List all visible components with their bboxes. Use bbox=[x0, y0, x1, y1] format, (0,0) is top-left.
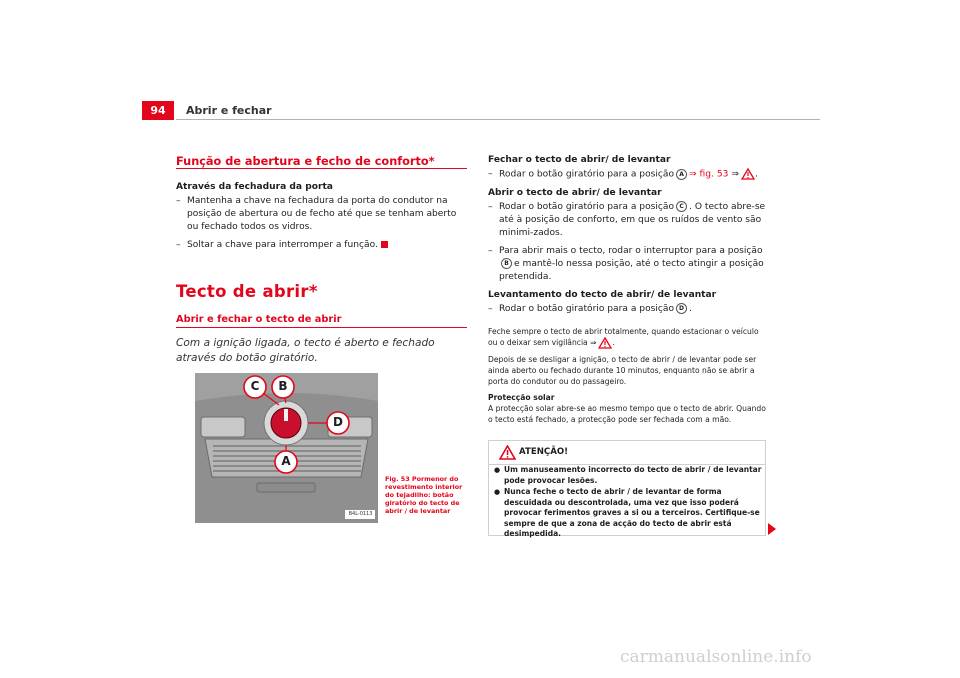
sub-title: Abrir e fechar o tecto de abrir bbox=[176, 314, 342, 325]
warning-triangle-icon bbox=[598, 337, 612, 349]
figure-caption: Fig. 53 Pormenor do revestimento interior do tejadilho: botão giratório do tecto de abrir / de levantar bbox=[385, 475, 463, 515]
lift-heading: Levantamento do tecto de abrir/ de levantar bbox=[488, 289, 717, 300]
open-step-1 bbox=[488, 201, 768, 240]
step-release-key bbox=[176, 239, 468, 252]
open-step-2-post: e mantê-lo nessa posição, até o tecto atingir a posição pretendida. bbox=[499, 258, 764, 282]
figure-sunroof-knob bbox=[195, 373, 378, 523]
note-close-roof-text: Feche sempre o tecto de abrir totalmente, quando estacionar o veículo ou o deixar sem vigilância ⇒ bbox=[488, 326, 759, 347]
figure-label-c: C bbox=[250, 379, 260, 393]
intro-text: Com a ignição ligada, o tecto é aberto e fechado através do botão giratório. bbox=[176, 337, 435, 364]
lift-step-text: Rodar o botão giratório para a posição bbox=[499, 303, 675, 314]
warning-item: ● Nunca feche o tecto de abrir / de levantar de forma descuidada ou descontrolada, uma vez que isso poderá provocar ferimentos graves a si ou a terceiros. Certifique-se sempre de que a zona de acção do tecto de abrir está desimpedida. bbox=[494, 487, 762, 540]
key-badge-d: D bbox=[676, 303, 687, 314]
note-ignition: Depois de se desligar a ignição, o tecto de abrir / de levantar pode ser ainda aberto ou fechado durante 10 minutos, enquanto não se abrir a porta do condutor ou do passageiro. bbox=[488, 354, 757, 386]
end-of-section-mark bbox=[381, 241, 388, 248]
figure-reference-link[interactable]: ⇒ fig. 53 bbox=[689, 169, 729, 180]
main-title: Tecto de abrir* bbox=[176, 282, 318, 301]
sub-title-rule bbox=[176, 327, 467, 328]
open-step-2-text: Para abrir mais o tecto, rodar o interruptor para a posição bbox=[499, 245, 763, 256]
open-step-1-post: . O tecto abre-se até à posição de conforto, em que os ruídos de vento são minimi-zados. bbox=[499, 201, 766, 238]
page-number: 94 bbox=[142, 101, 174, 120]
warning-box bbox=[488, 440, 766, 536]
key-badge-c: C bbox=[676, 201, 687, 212]
open-step-2 bbox=[488, 245, 768, 284]
step-release-text: Soltar a chave para interromper a função. bbox=[187, 240, 378, 250]
instructions-column bbox=[488, 155, 768, 425]
close-step-text: Rodar o botão giratório para a posição bbox=[499, 169, 675, 180]
warning-item: ● Um manuseamento incorrecto do tecto de abrir / de levantar pode provocar lesões. bbox=[494, 465, 762, 486]
warning-title: ATENÇÃO! bbox=[519, 447, 569, 457]
comfort-block bbox=[176, 182, 468, 252]
warning-header bbox=[489, 441, 765, 465]
step-hold-key: – Mantenha a chave na fechadura da porta do condutor na posição de abertura ou de fecho até que se tenham aberto ou fechado todos os vidros. bbox=[176, 195, 468, 234]
open-step-1-text: Rodar o botão giratório para a posição bbox=[499, 201, 675, 212]
section-title-comfort: Função de abertura e fecho de conforto* bbox=[176, 155, 435, 168]
close-heading: Fechar o tecto de abrir/ de levantar bbox=[488, 155, 671, 165]
watermark: carmanualsonline.info bbox=[620, 647, 812, 667]
solar-text: A protecção solar abre-se ao mesmo tempo que o tecto de abrir. Quando o tecto está fechado, a protecção pode ser fechada com a mão. bbox=[488, 403, 766, 424]
continue-arrow-icon bbox=[768, 523, 776, 535]
note-close-roof: Feche sempre o tecto de abrir totalmente, quando estacionar o veículo ou o deixar sem vigilância ⇒ . bbox=[488, 326, 759, 347]
figure-label-a: A bbox=[281, 454, 291, 468]
open-heading: Abrir o tecto de abrir/ de levantar bbox=[488, 187, 662, 198]
figure-label-b: B bbox=[278, 379, 288, 393]
figure-code: B4L-0113 bbox=[348, 511, 373, 517]
figure-illustration bbox=[195, 373, 378, 523]
header-rule bbox=[176, 119, 820, 120]
close-step: – Rodar o botão giratório para a posição A ⇒ fig. 53 ⇒ . bbox=[488, 168, 768, 182]
warning-triangle-icon bbox=[499, 445, 516, 460]
key-badge-b: B bbox=[501, 258, 512, 269]
key-badge-a: A bbox=[676, 169, 687, 180]
solar-heading: Protecção solar bbox=[488, 392, 555, 402]
warning-triangle-icon bbox=[741, 168, 755, 180]
figure-label-d: D bbox=[333, 415, 343, 429]
warning-list bbox=[494, 465, 762, 541]
running-header: Abrir e fechar bbox=[186, 104, 272, 117]
section-rule bbox=[176, 168, 467, 169]
warning-reference: ⇒ bbox=[731, 169, 739, 180]
lift-step: – Rodar o botão giratório para a posição D . bbox=[488, 303, 768, 316]
sub-heading-door-lock: Através da fechadura da porta bbox=[176, 182, 333, 192]
